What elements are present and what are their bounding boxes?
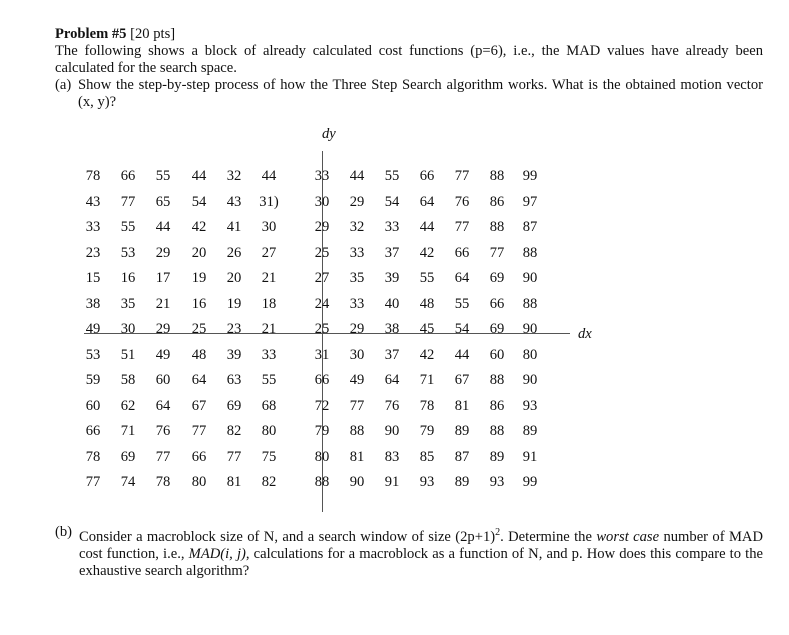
grid-row <box>0 398 789 415</box>
grid-cell: 44 <box>419 219 435 235</box>
grid-cell: 65 <box>155 193 171 210</box>
grid-row <box>0 372 789 389</box>
part-b-label: (b) <box>55 524 73 540</box>
grid-cell: 80 <box>522 346 538 363</box>
grid-cell: 82 <box>261 474 277 490</box>
grid-cell: 87 <box>454 448 470 465</box>
grid-cell: 58 <box>120 372 136 388</box>
grid-cell: 41 <box>226 219 242 235</box>
part-b-text <box>79 524 763 580</box>
grid-cell: 72 <box>314 397 330 414</box>
grid-cell: 27 <box>261 244 277 261</box>
grid-cell: 21 <box>155 295 171 312</box>
grid-cell: 35 <box>120 295 136 312</box>
part-a-text: Show the step-by-step process of how the Three Step Search algorithm works. What is the obtained motion vector (x, y)? <box>78 77 763 110</box>
grid-row <box>0 219 789 236</box>
grid-cell: 90 <box>384 423 400 439</box>
grid-cell: 67 <box>454 372 470 388</box>
grid-cell: 60 <box>85 397 101 414</box>
part-b-superscript: 2 <box>495 527 501 538</box>
grid-cell: 55 <box>384 168 400 184</box>
grid-cell: 31 <box>314 346 330 363</box>
grid-cell: 77 <box>191 423 207 439</box>
grid-cell: 27 <box>314 270 330 286</box>
grid-cell: 54 <box>191 193 207 210</box>
grid-cell: 20 <box>191 244 207 261</box>
grid-cell: 49 <box>85 321 101 337</box>
grid-cell: 33 <box>85 219 101 235</box>
part-b-mad: MAD(i, j) <box>188 545 246 562</box>
grid-cell: 55 <box>454 295 470 312</box>
grid-cell: 66 <box>489 295 505 312</box>
grid-cell: 90 <box>522 321 538 337</box>
grid-cell: 39 <box>226 346 242 363</box>
grid-cell: 35 <box>349 270 365 286</box>
grid-cell: 25 <box>314 321 330 337</box>
grid-cell: 64 <box>191 372 207 388</box>
grid-cell: 66 <box>314 372 330 388</box>
grid-cell: 15 <box>85 270 101 286</box>
grid-cell: 44 <box>261 168 277 184</box>
grid-row <box>0 423 789 440</box>
grid-cell: 42 <box>419 346 435 363</box>
grid-cell: 88 <box>489 372 505 388</box>
part-a-label: (a) <box>55 77 72 93</box>
grid-row <box>0 347 789 364</box>
grid-cell: 77 <box>349 397 365 414</box>
grid-cell: 29 <box>155 321 171 337</box>
grid-cell: 90 <box>522 372 538 388</box>
grid-row <box>0 296 789 313</box>
grid-cell: 89 <box>522 423 538 439</box>
grid-cell: 54 <box>454 321 470 337</box>
grid-cell: 69 <box>489 270 505 286</box>
grid-row <box>0 270 789 287</box>
grid-cell: 91 <box>522 448 538 465</box>
grid-cell: 53 <box>120 244 136 261</box>
grid-cell: 77 <box>120 193 136 210</box>
grid-row <box>0 474 789 491</box>
grid-cell: 51 <box>120 346 136 363</box>
grid-cell: 78 <box>419 397 435 414</box>
grid-cell: 49 <box>349 372 365 388</box>
grid-row <box>0 168 789 185</box>
grid-cell: 63 <box>226 372 242 388</box>
grid-cell: 66 <box>85 423 101 439</box>
grid-cell: 30 <box>314 193 330 210</box>
part-b-text-4: , calculations for a macroblock as a function of N, and p. How does this compare to the exhaustive search algorithm? <box>79 545 763 579</box>
part-b-text-1: Consider a macroblock size of N, and a search window of size (2p+1) <box>79 528 496 545</box>
grid-cell: 78 <box>85 168 101 184</box>
grid-cell: 86 <box>489 397 505 414</box>
grid-cell: 23 <box>226 321 242 337</box>
grid-cell: 64 <box>419 193 435 210</box>
grid-cell: 69 <box>489 321 505 337</box>
grid-cell: 21 <box>261 270 277 286</box>
grid-cell: 45 <box>419 321 435 337</box>
grid-cell: 16 <box>191 295 207 312</box>
grid-cell: 16 <box>120 270 136 286</box>
grid-row <box>0 245 789 262</box>
grid-cell: 55 <box>155 168 171 184</box>
grid-cell: 68 <box>261 397 277 414</box>
grid-cell: 88 <box>489 423 505 439</box>
part-b-text-2: . Determine the <box>500 528 597 545</box>
grid-row <box>0 321 789 338</box>
grid-cell: 88 <box>489 168 505 184</box>
problem-points: [20 pts] <box>130 26 176 42</box>
grid-cell: 89 <box>454 423 470 439</box>
grid-cell: 48 <box>419 295 435 312</box>
grid-cell: 25 <box>314 244 330 261</box>
grid-cell: 66 <box>120 168 136 184</box>
grid-cell: 60 <box>155 372 171 388</box>
grid-cell: 55 <box>120 219 136 235</box>
grid-cell: 75 <box>261 448 277 465</box>
grid-cell: 42 <box>419 244 435 261</box>
grid-cell: 71 <box>419 372 435 388</box>
grid-cell: 44 <box>155 219 171 235</box>
grid-cell: 71 <box>120 423 136 439</box>
grid-cell: 44 <box>454 346 470 363</box>
grid-cell: 26 <box>226 244 242 261</box>
grid-cell: 90 <box>522 270 538 286</box>
grid-cell: 77 <box>155 448 171 465</box>
grid-cell: 32 <box>226 168 242 184</box>
grid-cell: 33 <box>314 168 330 184</box>
grid-cell: 80 <box>261 423 277 439</box>
grid-cell: 29 <box>349 321 365 337</box>
grid-cell: 81 <box>454 397 470 414</box>
grid-cell: 67 <box>191 397 207 414</box>
grid-cell: 86 <box>489 193 505 210</box>
grid-cell: 87 <box>522 219 538 235</box>
grid-cell: 33 <box>261 346 277 363</box>
grid-cell: 38 <box>85 295 101 312</box>
dx-axis-label: dx <box>578 326 592 342</box>
grid-cell: 77 <box>489 244 505 261</box>
grid-cell: 30 <box>261 219 277 235</box>
grid-cell: 55 <box>261 372 277 388</box>
grid-cell: 19 <box>191 270 207 286</box>
grid-cell: 43 <box>85 193 101 210</box>
grid-cell: 78 <box>85 448 101 465</box>
grid-cell: 89 <box>489 448 505 465</box>
grid-cell: 37 <box>384 244 400 261</box>
grid-cell: 74 <box>120 474 136 490</box>
grid-cell: 38 <box>384 321 400 337</box>
grid-cell: 64 <box>155 397 171 414</box>
grid-cell: 77 <box>85 474 101 490</box>
grid-cell: 55 <box>419 270 435 286</box>
grid-cell: 17 <box>155 270 171 286</box>
grid-row <box>0 194 789 211</box>
grid-cell: 99 <box>522 168 538 184</box>
grid-cell: 82 <box>226 423 242 439</box>
grid-cell: 69 <box>226 397 242 414</box>
grid-cell: 54 <box>384 193 400 210</box>
grid-cell: 91 <box>384 474 400 490</box>
grid-cell: 30 <box>349 346 365 363</box>
grid-cell: 39 <box>384 270 400 286</box>
grid-cell: 79 <box>419 423 435 439</box>
grid-cell: 31) <box>259 193 279 210</box>
dy-axis-label: dy <box>322 126 336 142</box>
grid-cell: 64 <box>384 372 400 388</box>
grid-cell: 29 <box>155 244 171 261</box>
grid-cell: 77 <box>454 168 470 184</box>
grid-cell: 88 <box>522 295 538 312</box>
grid-cell: 78 <box>155 474 171 490</box>
grid-cell: 77 <box>226 448 242 465</box>
grid-cell: 19 <box>226 295 242 312</box>
grid-cell: 90 <box>349 474 365 490</box>
problem-intro: The following shows a block of already calculated cost functions (p=6), i.e., the MAD values have already been calculated for the search space. <box>55 43 763 76</box>
grid-cell: 81 <box>349 448 365 465</box>
grid-cell: 32 <box>349 219 365 235</box>
grid-cell: 24 <box>314 295 330 312</box>
grid-cell: 44 <box>191 168 207 184</box>
grid-cell: 76 <box>384 397 400 414</box>
grid-cell: 83 <box>384 448 400 465</box>
grid-cell: 59 <box>85 372 101 388</box>
grid-cell: 93 <box>522 397 538 414</box>
grid-cell: 66 <box>454 244 470 261</box>
grid-cell: 79 <box>314 423 330 439</box>
grid-cell: 69 <box>120 448 136 465</box>
grid-row <box>0 449 789 466</box>
grid-cell: 18 <box>261 295 277 312</box>
grid-cell: 37 <box>384 346 400 363</box>
grid-cell: 20 <box>226 270 242 286</box>
grid-cell: 48 <box>191 346 207 363</box>
grid-cell: 60 <box>489 346 505 363</box>
grid-cell: 77 <box>454 219 470 235</box>
grid-cell: 93 <box>419 474 435 490</box>
grid-cell: 97 <box>522 193 538 210</box>
grid-cell: 33 <box>349 295 365 312</box>
grid-cell: 29 <box>314 219 330 235</box>
grid-cell: 23 <box>85 244 101 261</box>
grid-cell: 66 <box>419 168 435 184</box>
grid-cell: 49 <box>155 346 171 363</box>
part-b-text-3: number of MAD cost function, i.e., <box>79 528 763 562</box>
grid-cell: 80 <box>191 474 207 490</box>
grid-cell: 33 <box>349 244 365 261</box>
grid-cell: 88 <box>489 219 505 235</box>
grid-cell: 88 <box>349 423 365 439</box>
problem-heading: Problem #5 <box>55 26 127 42</box>
grid-cell: 89 <box>454 474 470 490</box>
grid-cell: 93 <box>489 474 505 490</box>
grid-cell: 42 <box>191 219 207 235</box>
part-b-emphasis: worst case <box>596 528 660 545</box>
grid-cell: 30 <box>120 321 136 337</box>
grid-cell: 85 <box>419 448 435 465</box>
grid-cell: 21 <box>261 321 277 337</box>
grid-cell: 66 <box>191 448 207 465</box>
grid-cell: 40 <box>384 295 400 312</box>
grid-cell: 81 <box>226 474 242 490</box>
grid-cell: 29 <box>349 193 365 210</box>
grid-cell: 44 <box>349 168 365 184</box>
grid-cell: 64 <box>454 270 470 286</box>
grid-cell: 76 <box>454 193 470 210</box>
grid-cell: 43 <box>226 193 242 210</box>
grid-cell: 62 <box>120 397 136 414</box>
grid-cell: 88 <box>314 474 330 490</box>
grid-cell: 33 <box>384 219 400 235</box>
grid-cell: 76 <box>155 423 171 439</box>
grid-cell: 80 <box>314 448 330 465</box>
grid-cell: 99 <box>522 474 538 490</box>
grid-cell: 25 <box>191 321 207 337</box>
grid-cell: 53 <box>85 346 101 363</box>
grid-cell: 88 <box>522 244 538 261</box>
